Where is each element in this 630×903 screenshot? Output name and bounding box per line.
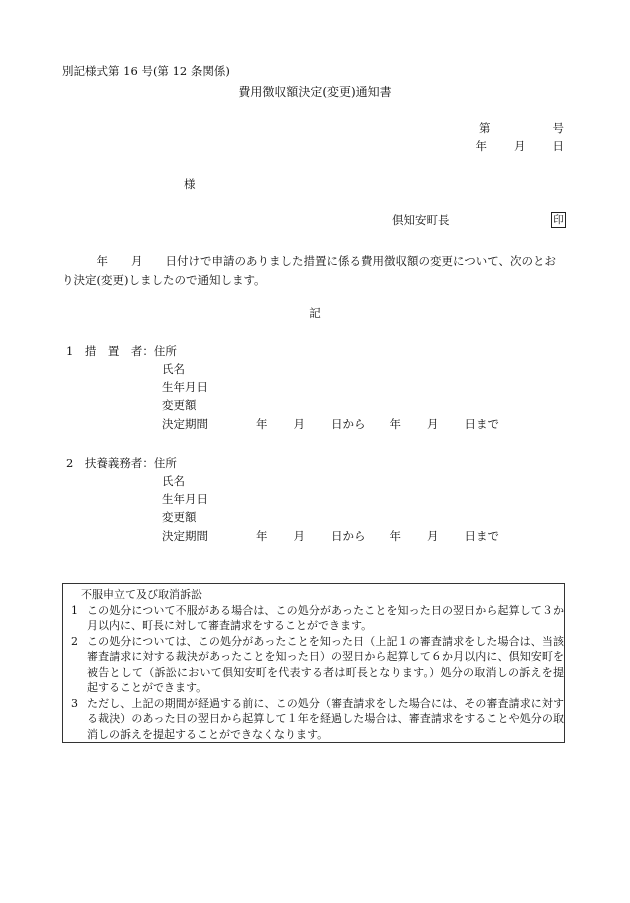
- section-2-heading: 2 扶養義務者：住所: [66, 456, 177, 470]
- seal-stamp: 印: [551, 212, 566, 228]
- period-label: 決定期間: [162, 529, 208, 543]
- document-title: 費用徴収額決定(変更)通知書: [238, 85, 392, 99]
- section-2-amount-field: 変更額: [162, 510, 197, 524]
- section-1-amount-field: 変更額: [162, 398, 197, 412]
- number-suffix: 号: [552, 121, 564, 135]
- period-start-month: 月: [293, 529, 305, 543]
- date-month: 月: [514, 139, 526, 153]
- number-prefix: 第: [479, 121, 491, 135]
- notice-item-2: [67, 634, 564, 696]
- notice-item-number: 3: [71, 696, 78, 710]
- period-start-month: 月: [293, 417, 305, 431]
- notice-item-text: ただし、上記の期間が経過する前に、この処分（審査請求をした場合には、その審査請求に対する裁決）のあった日の翌日から起算して１年を経過した場合は、審査請求をすることや処分の取消しの訴えを提起することができなくなります。: [87, 696, 564, 741]
- date-year: 年: [475, 139, 487, 153]
- section-1-name-field: 氏名: [162, 362, 185, 376]
- notice-item-3: [67, 696, 564, 743]
- period-end-day: 日まで: [464, 529, 499, 543]
- period-label: 決定期間: [162, 417, 208, 431]
- notice-item-text: この処分について不服がある場合は、この処分があったことを知った日の翌日から起算して３か月以内に、町長に対して審査請求をすることができます。: [87, 603, 564, 632]
- period-start-day: 日から: [331, 417, 366, 431]
- addressee-suffix: 様: [184, 177, 196, 191]
- period-end-month: 月: [427, 529, 439, 543]
- period-end-year: 年: [389, 529, 401, 543]
- document-date: [476, 141, 565, 153]
- section-1-birthdate-field: 生年月日: [162, 380, 208, 394]
- period-end-year: 年: [389, 417, 401, 431]
- notice-item-number: 1: [71, 603, 78, 617]
- period-start-day: 日から: [331, 529, 366, 543]
- section-2-name-field: 氏名: [162, 474, 185, 488]
- issuer-name: 倶知安町長: [392, 213, 450, 227]
- period-end-month: 月: [427, 417, 439, 431]
- section-1-period-row: [162, 419, 499, 431]
- section-2-period-row: [162, 531, 499, 543]
- period-start-year: 年: [256, 529, 268, 543]
- notice-title: 不服申立て及び取消訴訟: [81, 588, 202, 601]
- ki-heading: 記: [309, 306, 321, 320]
- notice-item-1: [67, 603, 564, 634]
- period-start-year: 年: [256, 417, 268, 431]
- notice-item-text: この処分については、この処分があったことを知った日（上記１の審査請求をした場合は、当該審査請求に対する裁決があったことを知った日）の翌日から起算して６か月以内に、倶知安町を被告として（訴訟において倶知安町を代表する者は町長となります。）処分の取消しの訴えを提起することができます。: [87, 634, 564, 694]
- date-day: 日: [552, 139, 564, 153]
- appeal-notice-box: [62, 583, 565, 743]
- body-paragraph: 年 月 日付けで申請のありました措置に係る費用徴収額の変更について、次のとおり決定(変更)しましたので通知します。: [62, 254, 557, 287]
- period-end-day: 日まで: [464, 417, 499, 431]
- document-number: [479, 123, 564, 135]
- notice-item-number: 2: [71, 634, 78, 648]
- section-1-heading: 1 措 置 者：住所: [66, 344, 177, 358]
- section-2-birthdate-field: 生年月日: [162, 492, 208, 506]
- form-label: 別記様式第 16 号(第 12 条関係): [62, 64, 230, 78]
